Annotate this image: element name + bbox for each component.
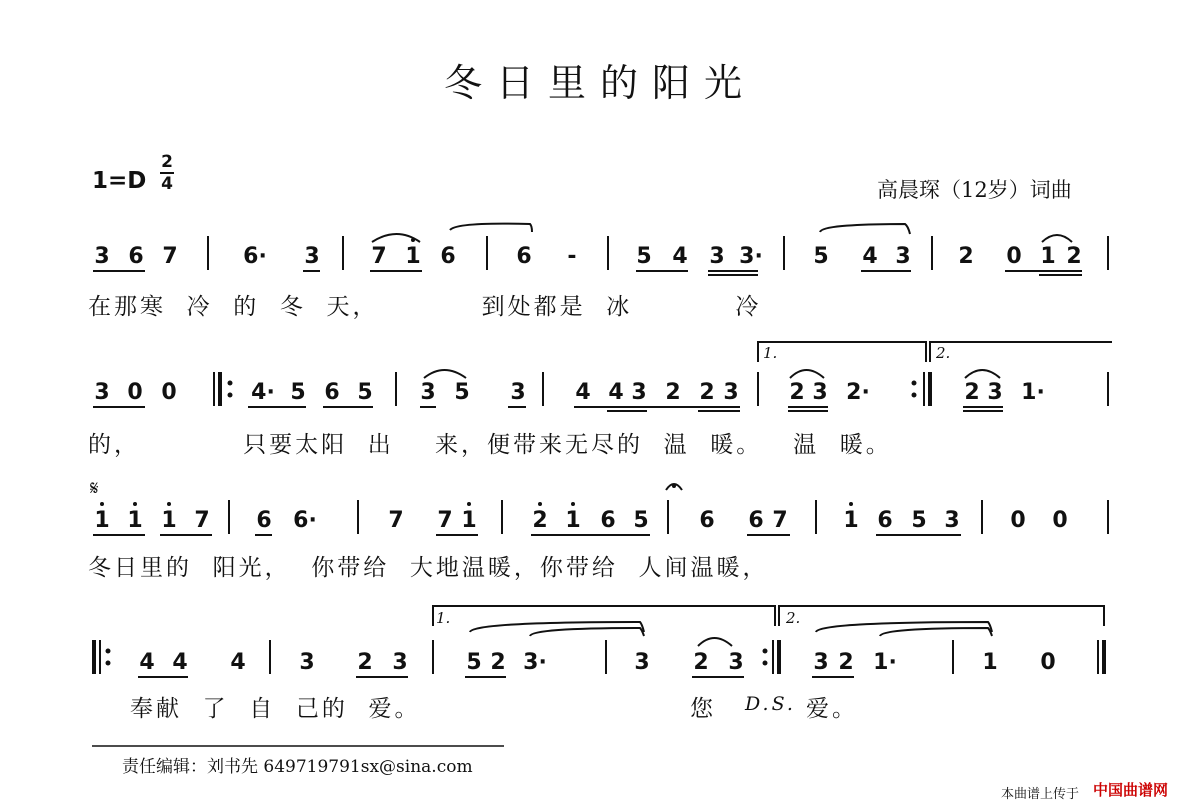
note: 1 <box>461 508 477 533</box>
note: 6 <box>256 508 272 533</box>
note: 0 <box>1010 508 1026 533</box>
note: 2 <box>490 650 506 675</box>
note: 0 <box>127 380 143 405</box>
note: 3 <box>299 650 315 675</box>
note: 5 <box>466 650 482 675</box>
composer-credit: 高晨琛（12岁）词曲 <box>877 178 1072 202</box>
note: 1 <box>161 508 177 533</box>
note: 3 <box>709 244 725 269</box>
note: 3 <box>813 650 829 675</box>
note: 5 <box>911 508 927 533</box>
note: 6 <box>324 380 340 405</box>
note: 7 <box>388 508 404 533</box>
note: 7 <box>162 244 178 269</box>
note: 4 <box>608 380 624 405</box>
note: 2 <box>789 380 805 405</box>
note: 7 <box>194 508 210 533</box>
note: 4 <box>672 244 688 269</box>
note: 4 <box>172 650 188 675</box>
note: 0 <box>161 380 177 405</box>
note: 5 <box>813 244 829 269</box>
note: 6 <box>748 508 764 533</box>
lyrics-line-2: 的， 只要太阳 出 来，便带来无尽的 温 暖。 温 暖。 <box>88 432 892 458</box>
note: 3 <box>392 650 408 675</box>
note: 1 <box>405 244 421 269</box>
note: 5 <box>454 380 470 405</box>
note: 0 <box>1052 508 1068 533</box>
note: 1 <box>982 650 998 675</box>
note: 2· <box>846 380 870 405</box>
note: 2 <box>532 508 548 533</box>
note: 3 <box>723 380 739 405</box>
note: 3· <box>523 650 547 675</box>
note: 1 <box>843 508 859 533</box>
note: 6 <box>877 508 893 533</box>
note: 1 <box>94 508 110 533</box>
note: 1 <box>127 508 143 533</box>
note: 2 <box>699 380 715 405</box>
note: 3 <box>812 380 828 405</box>
note: 5 <box>290 380 306 405</box>
note: 7 <box>371 244 387 269</box>
note: 3 <box>94 380 110 405</box>
note: 3 <box>728 650 744 675</box>
note: 6· <box>293 508 317 533</box>
note: 1 <box>565 508 581 533</box>
note: 5 <box>636 244 652 269</box>
note: 2 <box>1066 244 1082 269</box>
note: 2 <box>958 244 974 269</box>
note: 3 <box>987 380 1003 405</box>
volta-2-label-row4: 2. <box>786 609 801 627</box>
key-signature: 1=D <box>92 168 147 194</box>
note: 2 <box>357 650 373 675</box>
note: 7 <box>772 508 788 533</box>
note: 6· <box>243 244 267 269</box>
note: 3 <box>510 380 526 405</box>
note: 1· <box>873 650 897 675</box>
note: 3 <box>420 380 436 405</box>
lyrics-line-4-second: 您 <box>690 696 716 722</box>
time-signature-bottom: 4 <box>161 174 173 194</box>
note: 1 <box>1040 244 1056 269</box>
note: 3· <box>739 244 763 269</box>
lyrics-line-1: 在那寒 冷 的 冬 天， 到处都是 冰 冷 <box>88 294 762 320</box>
note: 3 <box>944 508 960 533</box>
volta-1-label-row4: 1. <box>436 609 451 627</box>
song-title: 冬日里的阳光 <box>443 61 756 105</box>
note: 6 <box>440 244 456 269</box>
lyrics-line-3: 冬日里的 阳光， 你带给 大地温暖，你带给 人间温暖， <box>88 555 769 581</box>
note: 0 <box>1040 650 1056 675</box>
note: 6 <box>600 508 616 533</box>
segno-sign: 𝄋 <box>90 476 99 500</box>
note: 4 <box>575 380 591 405</box>
note: - <box>567 244 577 269</box>
note: 6 <box>128 244 144 269</box>
note: 6 <box>699 508 715 533</box>
note: 5 <box>357 380 373 405</box>
note: 1· <box>1021 380 1045 405</box>
note: 2 <box>665 380 681 405</box>
note: 4 <box>230 650 246 675</box>
lyrics-line-4: 奉献 了 自 己的 爱。 <box>130 696 421 722</box>
note: 4· <box>251 380 275 405</box>
note: 2 <box>838 650 854 675</box>
note: 3 <box>631 380 647 405</box>
time-signature-top: 2 <box>161 152 173 172</box>
note: 3 <box>895 244 911 269</box>
note: 5 <box>633 508 649 533</box>
note: 3 <box>94 244 110 269</box>
editor-credit: 责任编辑：刘书先 649719791sx@sina.com <box>122 757 473 777</box>
dal-segno-marking: D.S. <box>745 693 796 715</box>
note: 2 <box>964 380 980 405</box>
note: 4 <box>139 650 155 675</box>
note: 7 <box>437 508 453 533</box>
volta-2-label: 2. <box>936 344 951 362</box>
note: 2 <box>693 650 709 675</box>
lyrics-line-4-end: 爱。 <box>806 696 858 722</box>
upload-notice: 本曲谱上传于 <box>1001 787 1080 802</box>
note: 6 <box>516 244 532 269</box>
note: 0 <box>1006 244 1022 269</box>
note: 4 <box>862 244 878 269</box>
note: 3 <box>634 650 650 675</box>
note: 3 <box>304 244 320 269</box>
site-logo[interactable]: 中国曲谱网 <box>1093 781 1169 799</box>
volta-1-label: 1. <box>763 344 778 362</box>
